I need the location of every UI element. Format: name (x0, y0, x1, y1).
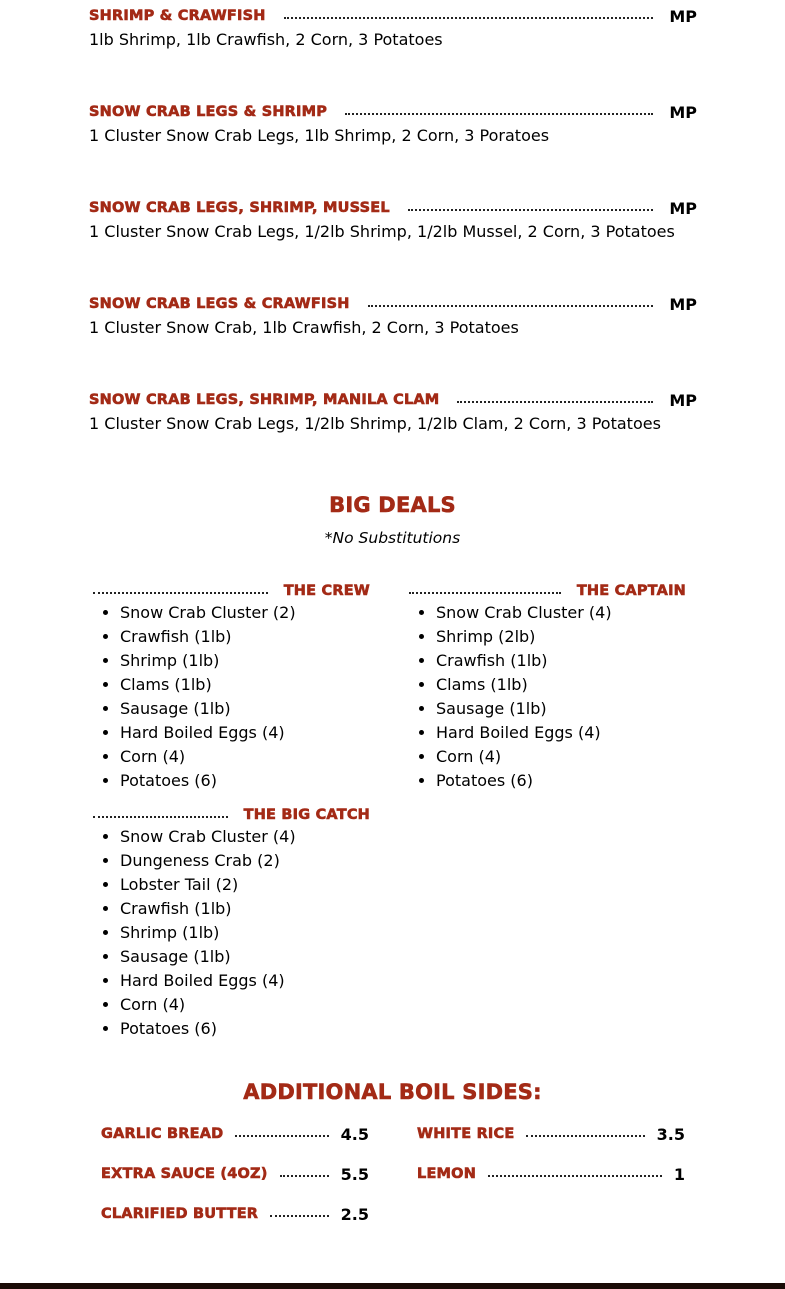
side-item-garlic-bread (101, 1123, 369, 1145)
deal-header (405, 581, 686, 601)
deal-the-crew (89, 581, 370, 793)
combo-title: SNOW CRAB LEGS & SHRIMP (89, 104, 328, 120)
dot-leader (457, 401, 653, 403)
list-item: • Hard Boiled Eggs (4) (120, 721, 370, 745)
deal-the-captain (405, 581, 686, 793)
dot-leader (93, 592, 268, 594)
side-item-lemon (417, 1163, 685, 1185)
combo-header (89, 6, 697, 26)
no-substitutions-note: *No Substitutions (324, 529, 461, 547)
list-item: • Hard Boiled Eggs (4) (120, 969, 370, 993)
side-price: 1 (673, 1164, 685, 1184)
list-item: • Clams (1lb) (120, 673, 370, 697)
dot-leader (235, 1135, 328, 1137)
combo-description: 1lb Shrimp, 1lb Crawfish, 2 Corn, 3 Potatoes (89, 30, 443, 49)
side-item-white-rice (417, 1123, 685, 1145)
deal-title: THE CAPTAIN (576, 583, 686, 599)
combo-item (89, 390, 697, 433)
list-item: • Corn (4) (120, 993, 370, 1017)
list-item: • Sausage (1lb) (120, 945, 370, 969)
dot-leader (93, 816, 228, 818)
deal-header (89, 581, 370, 601)
side-name: GARLIC BREAD (101, 1126, 224, 1142)
side-price: 5.5 (340, 1164, 369, 1184)
combo-description: 1 Cluster Snow Crab, 1lb Crawfish, 2 Corn, 3 Potatoes (89, 318, 519, 337)
side-price: 3.5 (656, 1124, 685, 1144)
combo-header (89, 294, 697, 314)
combo-price: MP (669, 102, 697, 122)
side-item-clarified-butter (101, 1203, 369, 1225)
combo-header (89, 390, 697, 410)
dot-leader (284, 17, 654, 19)
combo-title: SNOW CRAB LEGS, SHRIMP, MUSSEL (89, 200, 390, 216)
deal-item-list (89, 601, 370, 793)
dot-leader (280, 1175, 329, 1177)
list-item: • Potatoes (6) (120, 769, 370, 793)
list-item: • Potatoes (6) (120, 1017, 370, 1041)
dot-leader (488, 1175, 662, 1177)
combo-header (89, 102, 697, 122)
list-item: • Sausage (1lb) (436, 697, 686, 721)
footer-divider (0, 1283, 785, 1289)
list-item: • Potatoes (6) (436, 769, 686, 793)
dot-leader (368, 305, 654, 307)
side-price: 2.5 (340, 1204, 369, 1224)
dot-leader (270, 1215, 328, 1217)
list-item: • Snow Crab Cluster (2) (120, 601, 370, 625)
list-item: • Corn (4) (120, 745, 370, 769)
combo-price: MP (669, 198, 697, 218)
combo-title: SHRIMP & CRAWFISH (89, 8, 266, 24)
list-item: • Corn (4) (436, 745, 686, 769)
dot-leader (409, 592, 561, 594)
combo-price: MP (669, 6, 697, 26)
combo-description: 1 Cluster Snow Crab Legs, 1/2lb Shrimp, 1/2lb Clam, 2 Corn, 3 Potatoes (89, 414, 661, 433)
combo-item (89, 198, 697, 241)
dot-leader (345, 113, 653, 115)
deal-the-big-catch (89, 805, 370, 1041)
list-item: • Crawfish (1lb) (436, 649, 686, 673)
list-item: • Hard Boiled Eggs (4) (436, 721, 686, 745)
side-name: WHITE RICE (417, 1126, 515, 1142)
big-deals-heading: BIG DEALS (329, 493, 456, 517)
side-price: 4.5 (340, 1124, 369, 1144)
combo-title: SNOW CRAB LEGS & CRAWFISH (89, 296, 350, 312)
list-item: • Shrimp (1lb) (120, 921, 370, 945)
boil-sides-heading: ADDITIONAL BOIL SIDES: (243, 1080, 542, 1104)
dot-leader (526, 1135, 644, 1137)
combo-price: MP (669, 390, 697, 410)
deal-title: THE CREW (283, 583, 370, 599)
list-item: • Crawfish (1lb) (120, 625, 370, 649)
list-item: • Lobster Tail (2) (120, 873, 370, 897)
combo-description: 1 Cluster Snow Crab Legs, 1/2lb Shrimp, 1/2lb Mussel, 2 Corn, 3 Potatoes (89, 222, 675, 241)
combo-title: SNOW CRAB LEGS, SHRIMP, MANILA CLAM (89, 392, 440, 408)
list-item: • Crawfish (1lb) (120, 897, 370, 921)
list-item: • Dungeness Crab (2) (120, 849, 370, 873)
combo-description: 1 Cluster Snow Crab Legs, 1lb Shrimp, 2 Corn, 3 Poratoes (89, 126, 550, 145)
combo-item (89, 294, 697, 337)
list-item: • Snow Crab Cluster (4) (436, 601, 686, 625)
side-item-extra-sauce (101, 1163, 369, 1185)
combo-header (89, 198, 697, 218)
list-item: • Shrimp (1lb) (120, 649, 370, 673)
dot-leader (408, 209, 654, 211)
combo-item (89, 6, 697, 49)
deal-item-list (405, 601, 686, 793)
deal-item-list (89, 825, 370, 1041)
list-item: • Clams (1lb) (436, 673, 686, 697)
side-name: CLARIFIED BUTTER (101, 1206, 259, 1222)
side-name: LEMON (417, 1166, 477, 1182)
combo-item (89, 102, 697, 145)
side-name: EXTRA SAUCE (4OZ) (101, 1166, 268, 1182)
list-item: • Shrimp (2lb) (436, 625, 686, 649)
deal-title: THE BIG CATCH (243, 807, 370, 823)
list-item: • Sausage (1lb) (120, 697, 370, 721)
deal-header (89, 805, 370, 825)
list-item: • Snow Crab Cluster (4) (120, 825, 370, 849)
combo-price: MP (669, 294, 697, 314)
